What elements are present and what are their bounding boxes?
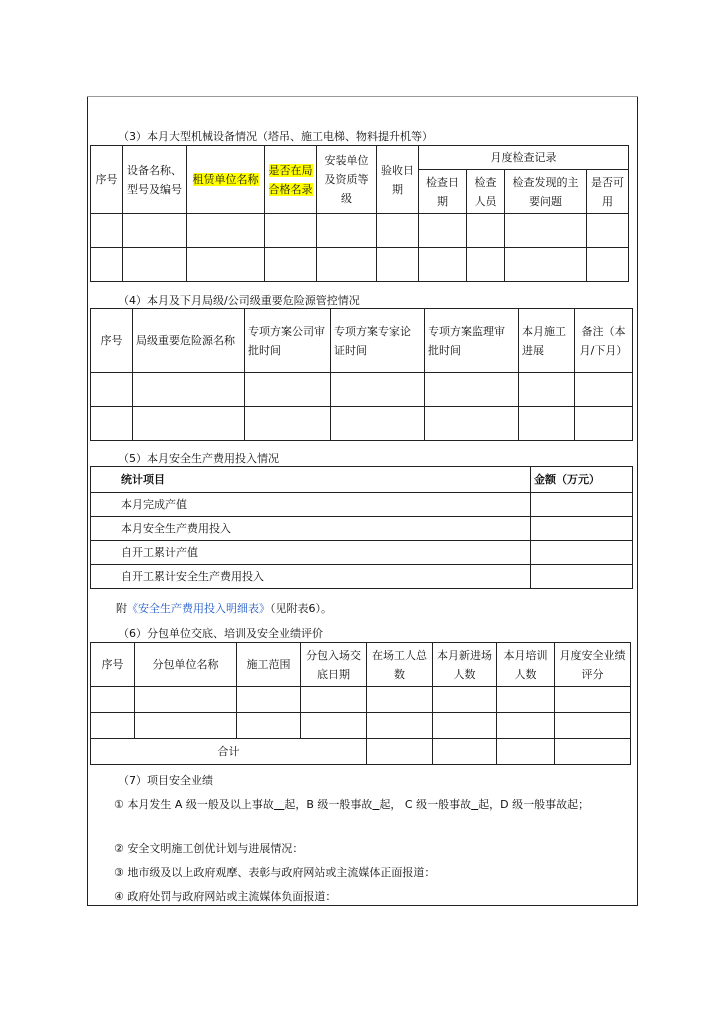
col-unit: 分包单位名称: [135, 643, 237, 687]
positive-report-line: ③ 地市级及以上政府观摩、表彰与政府网站或主流媒体正面报道：: [114, 866, 436, 879]
table-row: [91, 214, 629, 248]
accident-e: 起；: [567, 798, 590, 811]
col-progress: 本月施工进展: [519, 309, 575, 373]
frame-top-rule: [87, 96, 638, 97]
section-5-caption: （5）本月安全生产费用投入情况: [118, 452, 279, 465]
col-seq: 序号: [91, 643, 135, 687]
row-label: 自开工累计产值: [91, 541, 531, 565]
qualified-highlight: 是否在局合格名录: [268, 163, 313, 196]
negative-report-line: ④ 政府处罚与政府网站或主流媒体负面报道：: [114, 890, 337, 903]
col-accept: 验收日期: [377, 146, 419, 214]
table-row: [91, 687, 631, 713]
table-row: [91, 517, 633, 541]
col-issues: 检查发现的主要问题: [505, 170, 587, 214]
total-label: 合计: [91, 739, 367, 765]
col-usable: 是否可用: [587, 170, 629, 214]
col-hazard: 局级重要危险源名称: [133, 309, 245, 373]
col-expert: 专项方案专家论证时间: [331, 309, 425, 373]
accident-c: 起， C 级一般事故: [379, 798, 472, 811]
subcontractor-table: [90, 642, 631, 765]
attachment-prefix: 附: [116, 602, 127, 615]
row-label: 自开工累计安全生产费用投入: [91, 565, 531, 589]
table-row: [91, 541, 633, 565]
table-row: [91, 713, 631, 739]
col-workers: 在场工人总数: [367, 643, 433, 687]
col-rating: 月度安全业绩评分: [555, 643, 631, 687]
col-trained: 本月培训人数: [497, 643, 555, 687]
table-row: [91, 373, 633, 407]
col-seq: 序号: [91, 146, 123, 214]
table-row: [91, 248, 629, 282]
col-monthly: 月度检查记录: [419, 146, 629, 170]
safety-cost-table: [90, 466, 633, 589]
civilized-construction-line: ② 安全文明施工创优计划与进展情况：: [114, 842, 304, 855]
section-7-caption: （7）项目安全业绩: [118, 774, 213, 787]
section-4-caption: （4）本月及下月局级/公司级重要危险源管控情况: [118, 294, 360, 307]
col-device: 设备名称、型号及编号: [123, 146, 187, 214]
attachment-suffix: （见附表6）。: [270, 602, 332, 615]
total-row: [91, 739, 631, 765]
hazard-table: [90, 308, 633, 441]
accident-a: ① 本月发生 A 级一般及以上事故: [114, 798, 274, 811]
section-6-caption: （6）分包单位交底、培训及安全业绩评价: [118, 627, 323, 640]
col-entry: 分包入场交底日期: [301, 643, 367, 687]
table-row: [91, 565, 633, 589]
col-approval: 专项方案公司审批时间: [245, 309, 331, 373]
section-3-caption: （3）本月大型机械设备情况（塔吊、施工电梯、物料提升机等）: [118, 130, 433, 143]
accident-d: 起，D 级一般事故: [478, 798, 568, 811]
col-supervision: 专项方案监理审批时间: [425, 309, 519, 373]
col-remark: 备注（本月/下月）: [575, 309, 633, 373]
col-lessor: [187, 146, 265, 214]
col-item: 统计项目: [91, 467, 531, 493]
col-check-date: 检查日期: [419, 170, 467, 214]
col-qualified: [265, 146, 317, 214]
equipment-table: [90, 145, 629, 282]
table-row: [91, 407, 633, 441]
row-label: 本月安全生产费用投入: [91, 517, 531, 541]
row-label: 本月完成产值: [91, 493, 531, 517]
accident-b: 起，B 级一般事故: [284, 798, 373, 811]
attachment-note: [116, 600, 332, 616]
lessor-highlight: 租赁单位名称: [192, 173, 259, 186]
col-new: 本月新进场人数: [433, 643, 497, 687]
col-scope: 施工范围: [237, 643, 301, 687]
attachment-link[interactable]: 《安全生产费用投入明细表》: [127, 602, 270, 615]
col-seq: 序号: [91, 309, 133, 373]
col-install: 安装单位及资质等级: [317, 146, 377, 214]
accident-stats: [90, 796, 634, 814]
col-amount: 金额（万元）: [531, 467, 633, 493]
table-row: [91, 493, 633, 517]
col-inspector: 检查人员: [467, 170, 505, 214]
